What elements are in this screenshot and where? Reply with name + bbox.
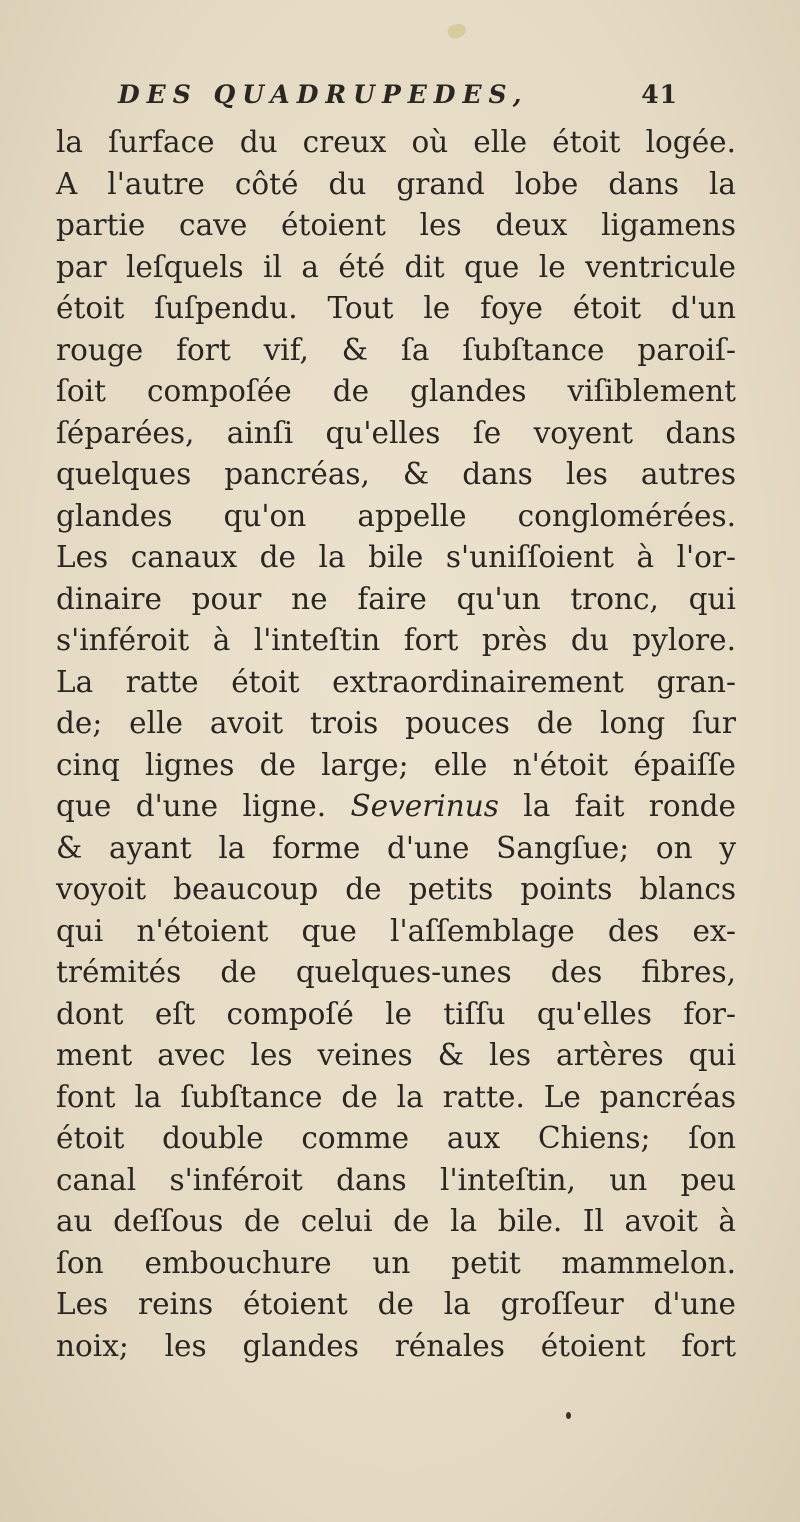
ink-stain <box>446 21 468 41</box>
text-line: ſon embouchure un petit mammelon. <box>56 1245 736 1280</box>
text-line: Les reins étoient de la groſſeur d'une <box>56 1287 736 1321</box>
text-line: la ſurface du creux où elle étoit logée. <box>56 125 736 159</box>
italic-name: Severinus <box>350 789 499 823</box>
text-line: de; elle avoit trois pouces de long ſur <box>56 706 736 740</box>
text-line: dont eſt compoſé le tiſſu qu'elles for- <box>56 996 736 1031</box>
text-line: noix; les glandes rénales étoient fort <box>56 1328 736 1363</box>
text-line-with-italic <box>56 786 736 828</box>
text-line: quelques pancréas, & dans les autres <box>56 457 736 491</box>
text-line: La ratte étoit extraordinairement gran- <box>56 664 736 699</box>
text-line: ſéparées, ainſi qu'elles ſe voyent dans <box>56 415 736 450</box>
text-segment: la fait ronde <box>523 789 736 823</box>
text-line: voyoit beaucoup de petits points blancs <box>56 872 736 906</box>
page-number: 41 <box>641 80 678 109</box>
ink-speck <box>566 1412 571 1419</box>
body-text <box>56 122 736 1367</box>
text-line: font la ſubſtance de la ratte. Le pancréas <box>56 1079 736 1114</box>
text-line: canal s'inféroit dans l'inteſtin, un peu <box>56 1162 736 1197</box>
text-line: Les canaux de la bile s'uniſſoient à l'or- <box>56 540 736 574</box>
text-line: glandes qu'on appelle conglomérées. <box>56 498 736 533</box>
text-line: trémités de quelques-unes des fibres, <box>56 955 736 989</box>
text-line: s'inféroit à l'inteſtin fort près du pylore. <box>56 623 736 657</box>
running-header <box>118 80 678 120</box>
text-line: ment avec les veines & les artères qui <box>56 1038 736 1072</box>
text-line: par leſquels il a été dit que le ventricule <box>56 249 736 284</box>
text-line: & ayant la forme d'une Sangſue; on y <box>56 830 736 865</box>
text-line: ſoit compoſée de glandes viſiblement <box>56 374 736 408</box>
text-line: qui n'étoient que l'aſſemblage des ex- <box>56 913 736 948</box>
text-line: au deſſous de celui de la bile. Il avoit à <box>56 1204 736 1238</box>
text-line: dinaire pour ne faire qu'un tronc, qui <box>56 581 736 616</box>
text-line: A l'autre côté du grand lobe dans la <box>56 166 736 201</box>
text-line: étoit ſuſpendu. Tout le foye étoit d'un <box>56 291 736 325</box>
text-line: rouge fort vif, & ſa ſubſtance paroiſ- <box>56 332 736 367</box>
text-line: cinq lignes de large; elle n'étoit épaiſſe <box>56 747 736 782</box>
running-title: DES QUADRUPEDES, <box>118 80 529 109</box>
text-line: partie cave étoient les deux ligamens <box>56 208 736 242</box>
text-segment: que d'une ligne. <box>56 789 327 823</box>
text-line: étoit double comme aux Chiens; ſon <box>56 1121 736 1155</box>
